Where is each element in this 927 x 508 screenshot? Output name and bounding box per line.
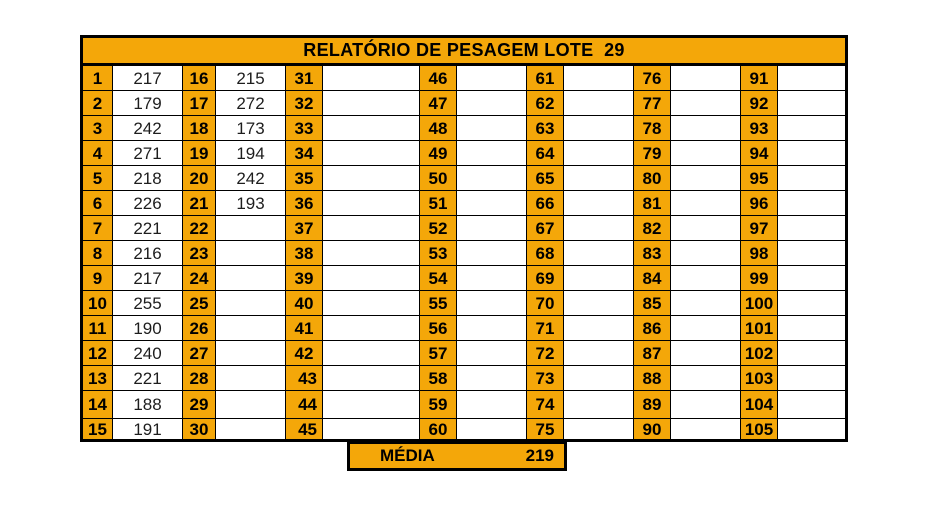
slot-number-cell: 14 bbox=[82, 391, 113, 419]
slot-number-cell: 62 bbox=[527, 91, 564, 116]
weight-value-cell bbox=[323, 316, 420, 341]
slot-number-cell: 56 bbox=[420, 316, 457, 341]
weighing-table bbox=[80, 35, 848, 442]
table-row bbox=[82, 291, 847, 316]
slot-number-cell: 41 bbox=[286, 316, 323, 341]
weight-value-cell bbox=[323, 216, 420, 241]
weight-value-cell bbox=[216, 241, 286, 266]
weight-value-cell bbox=[671, 391, 741, 419]
slot-number-cell: 57 bbox=[420, 341, 457, 366]
weight-value-cell: 190 bbox=[113, 316, 183, 341]
weight-value-cell bbox=[323, 141, 420, 166]
slot-number-cell: 90 bbox=[634, 419, 671, 441]
weight-value-cell bbox=[323, 191, 420, 216]
slot-number-cell: 92 bbox=[741, 91, 778, 116]
weight-value-cell: 255 bbox=[113, 291, 183, 316]
report-title: RELATÓRIO DE PESAGEM LOTE 29 bbox=[82, 37, 847, 65]
slot-number-cell: 97 bbox=[741, 216, 778, 241]
weight-value-cell bbox=[671, 141, 741, 166]
slot-number-cell: 77 bbox=[634, 91, 671, 116]
weight-value-cell bbox=[564, 116, 634, 141]
slot-number-cell: 31 bbox=[286, 65, 323, 91]
weight-value-cell: 215 bbox=[216, 65, 286, 91]
slot-number-cell: 24 bbox=[183, 266, 216, 291]
weight-value-cell bbox=[671, 266, 741, 291]
weight-value-cell bbox=[323, 116, 420, 141]
weight-value-cell: 188 bbox=[113, 391, 183, 419]
table-row bbox=[82, 241, 847, 266]
weight-value-cell bbox=[323, 65, 420, 91]
slot-number-cell: 10 bbox=[82, 291, 113, 316]
slot-number-cell: 104 bbox=[741, 391, 778, 419]
slot-number-cell: 13 bbox=[82, 366, 113, 391]
slot-number-cell: 53 bbox=[420, 241, 457, 266]
table-row bbox=[82, 141, 847, 166]
slot-number-cell: 70 bbox=[527, 291, 564, 316]
table-row bbox=[82, 91, 847, 116]
weight-value-cell bbox=[778, 166, 847, 191]
slot-number-cell: 49 bbox=[420, 141, 457, 166]
weight-value-cell bbox=[216, 266, 286, 291]
slot-number-cell: 4 bbox=[82, 141, 113, 166]
weight-value-cell bbox=[671, 241, 741, 266]
slot-number-cell: 48 bbox=[420, 116, 457, 141]
slot-number-cell: 86 bbox=[634, 316, 671, 341]
average-value: 219 bbox=[525, 446, 554, 465]
weight-value-cell bbox=[671, 291, 741, 316]
slot-number-cell: 84 bbox=[634, 266, 671, 291]
slot-number-cell: 25 bbox=[183, 291, 216, 316]
table-row bbox=[82, 419, 847, 441]
slot-number-cell: 45 bbox=[286, 419, 323, 441]
weight-value-cell bbox=[457, 116, 527, 141]
weight-value-cell: 226 bbox=[113, 191, 183, 216]
table-row bbox=[82, 366, 847, 391]
weight-value-cell bbox=[778, 266, 847, 291]
slot-number-cell: 67 bbox=[527, 216, 564, 241]
slot-number-cell: 2 bbox=[82, 91, 113, 116]
slot-number-cell: 72 bbox=[527, 341, 564, 366]
slot-number-cell: 81 bbox=[634, 191, 671, 216]
slot-number-cell: 6 bbox=[82, 191, 113, 216]
weight-value-cell bbox=[323, 91, 420, 116]
slot-number-cell: 75 bbox=[527, 419, 564, 441]
slot-number-cell: 21 bbox=[183, 191, 216, 216]
slot-number-cell: 5 bbox=[82, 166, 113, 191]
slot-number-cell: 8 bbox=[82, 241, 113, 266]
weight-value-cell bbox=[671, 166, 741, 191]
weight-value-cell bbox=[671, 191, 741, 216]
slot-number-cell: 89 bbox=[634, 391, 671, 419]
weight-value-cell bbox=[457, 419, 527, 441]
slot-number-cell: 11 bbox=[82, 316, 113, 341]
table-body bbox=[82, 65, 847, 441]
weight-value-cell bbox=[778, 65, 847, 91]
weight-value-cell: 217 bbox=[113, 65, 183, 91]
weight-value-cell bbox=[457, 391, 527, 419]
slot-number-cell: 29 bbox=[183, 391, 216, 419]
weight-value-cell bbox=[778, 291, 847, 316]
slot-number-cell: 3 bbox=[82, 116, 113, 141]
slot-number-cell: 76 bbox=[634, 65, 671, 91]
weight-value-cell bbox=[216, 366, 286, 391]
weight-value-cell bbox=[671, 341, 741, 366]
slot-number-cell: 69 bbox=[527, 266, 564, 291]
weight-value-cell bbox=[671, 316, 741, 341]
weight-value-cell bbox=[323, 241, 420, 266]
slot-number-cell: 61 bbox=[527, 65, 564, 91]
weight-value-cell bbox=[457, 91, 527, 116]
weight-value-cell bbox=[457, 141, 527, 166]
slot-number-cell: 94 bbox=[741, 141, 778, 166]
weight-value-cell bbox=[216, 316, 286, 341]
slot-number-cell: 43 bbox=[286, 366, 323, 391]
weight-value-cell bbox=[671, 116, 741, 141]
weight-value-cell bbox=[216, 419, 286, 441]
weight-value-cell bbox=[564, 191, 634, 216]
weight-value-cell bbox=[564, 141, 634, 166]
slot-number-cell: 58 bbox=[420, 366, 457, 391]
title-row bbox=[82, 37, 847, 65]
weight-value-cell bbox=[564, 366, 634, 391]
weight-value-cell bbox=[323, 291, 420, 316]
weight-value-cell: 221 bbox=[113, 366, 183, 391]
weight-value-cell bbox=[778, 216, 847, 241]
table-row bbox=[82, 166, 847, 191]
weight-value-cell bbox=[564, 216, 634, 241]
slot-number-cell: 71 bbox=[527, 316, 564, 341]
weight-value-cell: 179 bbox=[113, 91, 183, 116]
slot-number-cell: 52 bbox=[420, 216, 457, 241]
slot-number-cell: 100 bbox=[741, 291, 778, 316]
weight-value-cell bbox=[564, 316, 634, 341]
slot-number-cell: 1 bbox=[82, 65, 113, 91]
table-row bbox=[82, 65, 847, 91]
slot-number-cell: 68 bbox=[527, 241, 564, 266]
slot-number-cell: 47 bbox=[420, 91, 457, 116]
slot-number-cell: 7 bbox=[82, 216, 113, 241]
slot-number-cell: 36 bbox=[286, 191, 323, 216]
slot-number-cell: 12 bbox=[82, 341, 113, 366]
weight-value-cell bbox=[564, 166, 634, 191]
slot-number-cell: 85 bbox=[634, 291, 671, 316]
weight-value-cell bbox=[778, 141, 847, 166]
slot-number-cell: 51 bbox=[420, 191, 457, 216]
weight-value-cell bbox=[323, 266, 420, 291]
slot-number-cell: 73 bbox=[527, 366, 564, 391]
slot-number-cell: 83 bbox=[634, 241, 671, 266]
slot-number-cell: 80 bbox=[634, 166, 671, 191]
weight-value-cell: 242 bbox=[216, 166, 286, 191]
slot-number-cell: 96 bbox=[741, 191, 778, 216]
slot-number-cell: 38 bbox=[286, 241, 323, 266]
slot-number-cell: 32 bbox=[286, 91, 323, 116]
table-row bbox=[82, 391, 847, 419]
slot-number-cell: 74 bbox=[527, 391, 564, 419]
weight-value-cell bbox=[778, 391, 847, 419]
weight-value-cell: 191 bbox=[113, 419, 183, 441]
slot-number-cell: 42 bbox=[286, 341, 323, 366]
weight-value-cell bbox=[564, 65, 634, 91]
weight-value-cell bbox=[323, 391, 420, 419]
slot-number-cell: 82 bbox=[634, 216, 671, 241]
slot-number-cell: 93 bbox=[741, 116, 778, 141]
weight-value-cell: 218 bbox=[113, 166, 183, 191]
slot-number-cell: 101 bbox=[741, 316, 778, 341]
slot-number-cell: 26 bbox=[183, 316, 216, 341]
slot-number-cell: 34 bbox=[286, 141, 323, 166]
weight-value-cell bbox=[778, 419, 847, 441]
weight-value-cell bbox=[457, 216, 527, 241]
weight-value-cell bbox=[778, 316, 847, 341]
slot-number-cell: 103 bbox=[741, 366, 778, 391]
weight-value-cell bbox=[216, 291, 286, 316]
slot-number-cell: 35 bbox=[286, 166, 323, 191]
weight-value-cell bbox=[778, 116, 847, 141]
weight-value-cell: 272 bbox=[216, 91, 286, 116]
weight-value-cell bbox=[778, 91, 847, 116]
slot-number-cell: 39 bbox=[286, 266, 323, 291]
table-row bbox=[82, 266, 847, 291]
slot-number-cell: 28 bbox=[183, 366, 216, 391]
weight-value-cell: 217 bbox=[113, 266, 183, 291]
slot-number-cell: 33 bbox=[286, 116, 323, 141]
weight-value-cell bbox=[778, 241, 847, 266]
weight-value-cell bbox=[671, 91, 741, 116]
slot-number-cell: 19 bbox=[183, 141, 216, 166]
weighing-report bbox=[80, 35, 848, 471]
weight-value-cell bbox=[216, 341, 286, 366]
weight-value-cell bbox=[457, 366, 527, 391]
table-row bbox=[82, 191, 847, 216]
slot-number-cell: 102 bbox=[741, 341, 778, 366]
slot-number-cell: 16 bbox=[183, 65, 216, 91]
weight-value-cell bbox=[457, 291, 527, 316]
weight-value-cell: 221 bbox=[113, 216, 183, 241]
weight-value-cell bbox=[323, 166, 420, 191]
weight-value-cell bbox=[323, 366, 420, 391]
slot-number-cell: 22 bbox=[183, 216, 216, 241]
weight-value-cell bbox=[564, 241, 634, 266]
weight-value-cell bbox=[216, 391, 286, 419]
slot-number-cell: 20 bbox=[183, 166, 216, 191]
weight-value-cell bbox=[457, 341, 527, 366]
slot-number-cell: 40 bbox=[286, 291, 323, 316]
slot-number-cell: 23 bbox=[183, 241, 216, 266]
weight-value-cell bbox=[671, 216, 741, 241]
weight-value-cell bbox=[457, 266, 527, 291]
weight-value-cell bbox=[457, 166, 527, 191]
weight-value-cell bbox=[778, 341, 847, 366]
weight-value-cell bbox=[457, 316, 527, 341]
weight-value-cell bbox=[778, 191, 847, 216]
weight-value-cell bbox=[671, 366, 741, 391]
average-label: MÉDIA bbox=[380, 446, 435, 465]
slot-number-cell: 27 bbox=[183, 341, 216, 366]
slot-number-cell: 30 bbox=[183, 419, 216, 441]
slot-number-cell: 98 bbox=[741, 241, 778, 266]
slot-number-cell: 78 bbox=[634, 116, 671, 141]
slot-number-cell: 55 bbox=[420, 291, 457, 316]
slot-number-cell: 17 bbox=[183, 91, 216, 116]
slot-number-cell: 59 bbox=[420, 391, 457, 419]
slot-number-cell: 18 bbox=[183, 116, 216, 141]
table-row bbox=[82, 316, 847, 341]
weight-value-cell: 216 bbox=[113, 241, 183, 266]
table-row bbox=[82, 116, 847, 141]
table-row bbox=[82, 216, 847, 241]
weight-value-cell bbox=[564, 341, 634, 366]
weight-value-cell bbox=[457, 191, 527, 216]
slot-number-cell: 99 bbox=[741, 266, 778, 291]
weight-value-cell bbox=[457, 65, 527, 91]
slot-number-cell: 66 bbox=[527, 191, 564, 216]
weight-value-cell bbox=[564, 291, 634, 316]
slot-number-cell: 91 bbox=[741, 65, 778, 91]
weight-value-cell: 193 bbox=[216, 191, 286, 216]
slot-number-cell: 87 bbox=[634, 341, 671, 366]
slot-number-cell: 9 bbox=[82, 266, 113, 291]
weight-value-cell bbox=[564, 91, 634, 116]
average-summary-box bbox=[347, 441, 567, 471]
slot-number-cell: 54 bbox=[420, 266, 457, 291]
weight-value-cell bbox=[323, 341, 420, 366]
slot-number-cell: 105 bbox=[741, 419, 778, 441]
weight-value-cell bbox=[778, 366, 847, 391]
slot-number-cell: 79 bbox=[634, 141, 671, 166]
slot-number-cell: 95 bbox=[741, 166, 778, 191]
slot-number-cell: 88 bbox=[634, 366, 671, 391]
weight-value-cell bbox=[564, 391, 634, 419]
slot-number-cell: 15 bbox=[82, 419, 113, 441]
weight-value-cell bbox=[671, 419, 741, 441]
weight-value-cell bbox=[564, 419, 634, 441]
weight-value-cell bbox=[671, 65, 741, 91]
weight-value-cell: 173 bbox=[216, 116, 286, 141]
slot-number-cell: 46 bbox=[420, 65, 457, 91]
slot-number-cell: 60 bbox=[420, 419, 457, 441]
weight-value-cell bbox=[457, 241, 527, 266]
weight-value-cell: 271 bbox=[113, 141, 183, 166]
weight-value-cell bbox=[323, 419, 420, 441]
weight-value-cell: 242 bbox=[113, 116, 183, 141]
slot-number-cell: 44 bbox=[286, 391, 323, 419]
weight-value-cell bbox=[564, 266, 634, 291]
slot-number-cell: 63 bbox=[527, 116, 564, 141]
slot-number-cell: 50 bbox=[420, 166, 457, 191]
slot-number-cell: 65 bbox=[527, 166, 564, 191]
weight-value-cell bbox=[216, 216, 286, 241]
weight-value-cell: 194 bbox=[216, 141, 286, 166]
slot-number-cell: 37 bbox=[286, 216, 323, 241]
slot-number-cell: 64 bbox=[527, 141, 564, 166]
table-row bbox=[82, 341, 847, 366]
weight-value-cell: 240 bbox=[113, 341, 183, 366]
